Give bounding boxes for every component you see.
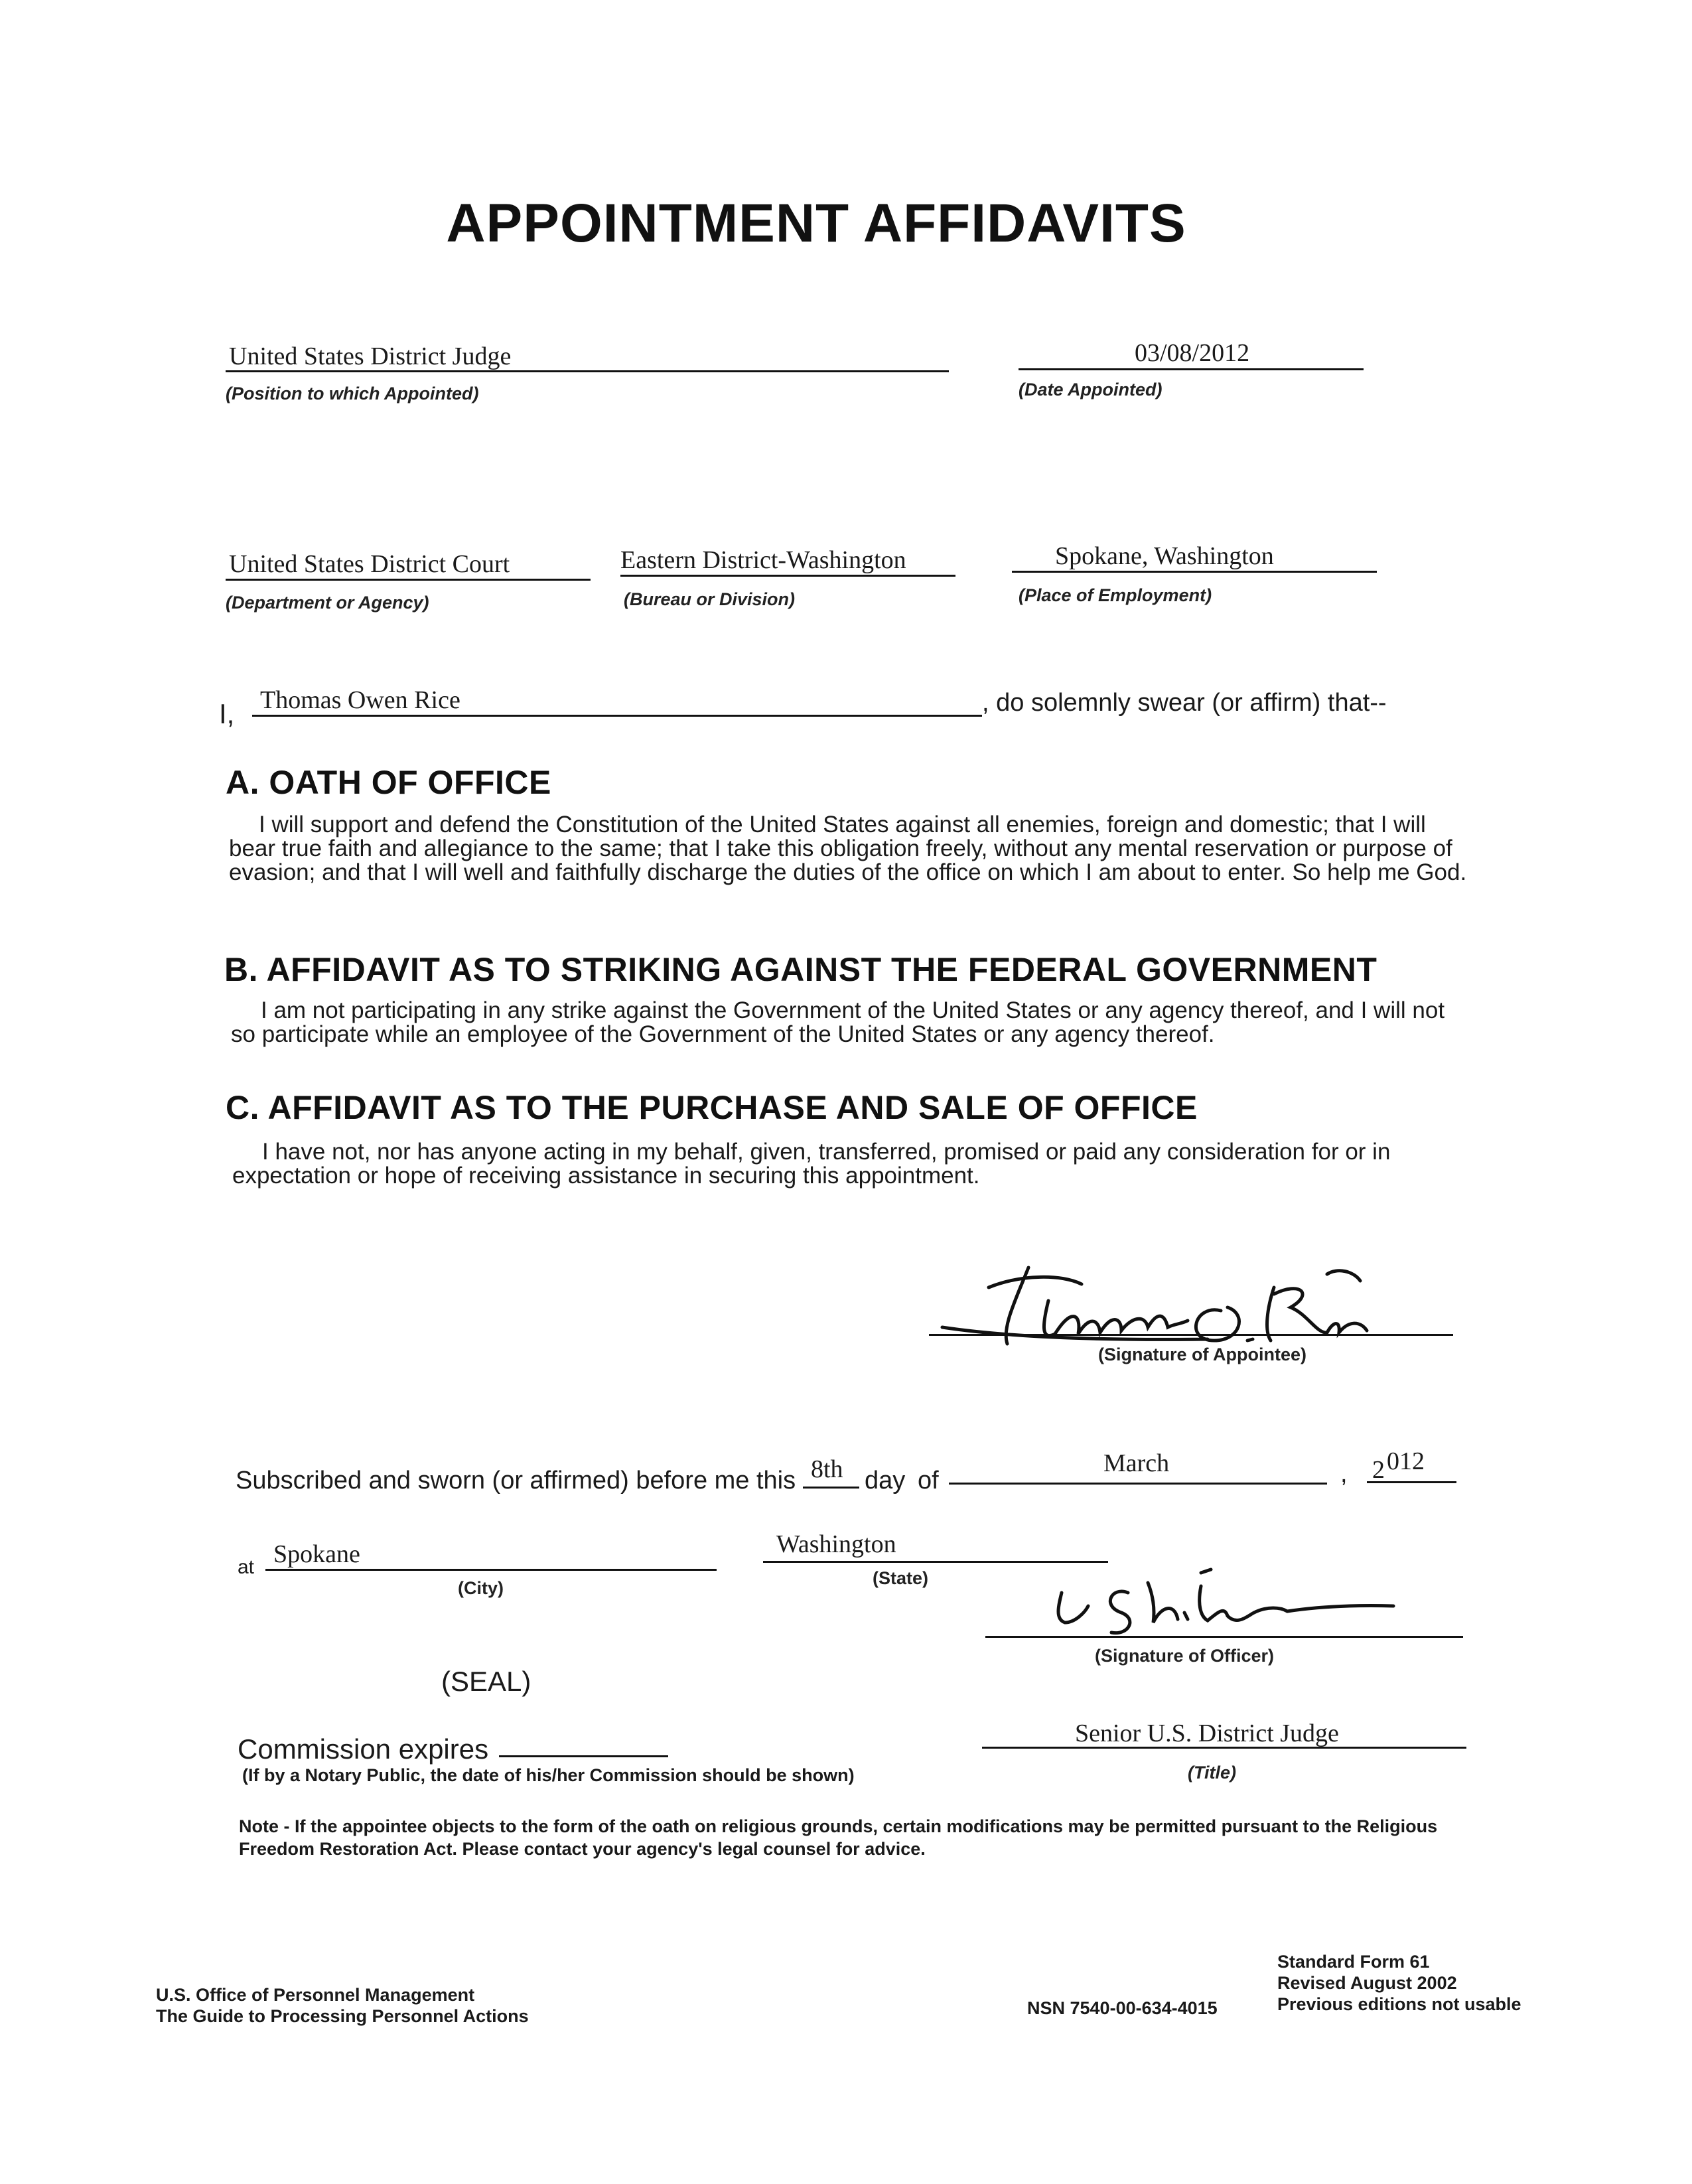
section-b-body: I am not participating in any strike against the Government of the United States or any agency thereof, and I will not so participate while an employee of the Government of the United States or any agency thereof. bbox=[231, 997, 1445, 1047]
officer-signature-image bbox=[1048, 1566, 1420, 1639]
department-value: United States District Court bbox=[229, 550, 510, 578]
sworn-day-label: day bbox=[865, 1467, 906, 1494]
commission-line bbox=[499, 1755, 668, 1757]
state-value: Washington bbox=[776, 1530, 896, 1558]
sworn-month-line bbox=[949, 1483, 1327, 1485]
religious-note: Note - If the appointee objects to the form of the oath on religious grounds, certain modifications may be permitted pursuant to the Religious Freedom Restoration Act. Please contact your agency's legal counsel for advice. bbox=[239, 1816, 1438, 1859]
oath-suffix: , do solemnly swear (or affirm) that-- bbox=[982, 689, 1387, 717]
position-value: United States District Judge bbox=[229, 342, 512, 370]
commission-note: (If by a Notary Public, the date of his/her Commission should be shown) bbox=[242, 1765, 855, 1785]
section-c-body: I have not, nor has anyone acting in my behalf, given, transferred, promised or paid any consideration for or in expectation or hope of receiving assistance in securing this appointment. bbox=[232, 1139, 1391, 1189]
city-caption: (City) bbox=[458, 1578, 504, 1598]
footer-nsn: NSN 7540-00-634-4015 bbox=[1027, 1998, 1218, 2018]
place-value: Spokane, Washington bbox=[1055, 542, 1274, 570]
place-line bbox=[1012, 571, 1377, 573]
state-caption: (State) bbox=[873, 1568, 929, 1588]
officer-title-caption: (Title) bbox=[1188, 1763, 1236, 1783]
sworn-month-value: March bbox=[1103, 1449, 1170, 1477]
footer-agency-line2: The Guide to Processing Personnel Actions bbox=[156, 2006, 529, 2026]
commission-label: Commission expires bbox=[238, 1733, 489, 1765]
section-c-heading: C. AFFIDAVIT AS TO THE PURCHASE AND SALE OF OFFICE bbox=[226, 1089, 1198, 1126]
position-line bbox=[226, 370, 949, 372]
sworn-comma: , bbox=[1340, 1460, 1348, 1488]
footer-form-editions: Previous editions not usable bbox=[1277, 1994, 1521, 2014]
footer-agency-line1: U.S. Office of Personnel Management bbox=[156, 1985, 475, 2005]
bureau-caption: (Bureau or Division) bbox=[624, 589, 796, 609]
appointee-signature-caption: (Signature of Appointee) bbox=[1098, 1345, 1306, 1364]
position-caption: (Position to which Appointed) bbox=[226, 384, 479, 403]
appointee-name-line bbox=[252, 715, 982, 717]
oath-prefix: I, bbox=[219, 698, 235, 729]
officer-title-value: Senior U.S. District Judge bbox=[1075, 1719, 1339, 1747]
officer-signature-line bbox=[985, 1636, 1463, 1638]
at-label: at bbox=[238, 1556, 255, 1578]
department-line bbox=[226, 579, 591, 581]
sworn-day-value: 8th bbox=[811, 1455, 843, 1483]
state-line bbox=[763, 1561, 1108, 1563]
date-appointed-line bbox=[1019, 368, 1364, 370]
footer-form-number: Standard Form 61 bbox=[1277, 1952, 1430, 1972]
officer-title-line bbox=[982, 1747, 1466, 1749]
date-appointed-caption: (Date Appointed) bbox=[1019, 380, 1163, 400]
officer-signature-caption: (Signature of Officer) bbox=[1095, 1646, 1275, 1666]
sworn-year-prefix: 2 bbox=[1372, 1456, 1385, 1484]
sworn-year-value: 012 bbox=[1387, 1447, 1425, 1475]
sworn-prefix: Subscribed and sworn (or affirmed) before me this bbox=[236, 1467, 796, 1494]
seal-label: (SEAL) bbox=[441, 1666, 531, 1697]
city-line bbox=[265, 1569, 717, 1571]
sworn-day-line bbox=[803, 1487, 859, 1489]
department-caption: (Department or Agency) bbox=[226, 593, 429, 613]
bureau-value: Eastern District-Washington bbox=[620, 546, 906, 574]
footer-form-revision: Revised August 2002 bbox=[1277, 1973, 1457, 1993]
section-a-body: I will support and defend the Constitution of the United States against all enemies, foreign and domestic; that I will bear true faith and allegiance to the same; that I take this obligation freely, without any mental reservation or purpose of evasion; and that I will well and faithfully discharge the duties of the office on which I am about to enter. So help me God. bbox=[229, 812, 1467, 885]
appointee-name: Thomas Owen Rice bbox=[260, 686, 460, 714]
city-value: Spokane bbox=[273, 1540, 360, 1568]
place-caption: (Place of Employment) bbox=[1019, 585, 1212, 605]
form-title: APPOINTMENT AFFIDAVITS bbox=[446, 193, 1186, 254]
bureau-line bbox=[620, 575, 955, 577]
date-appointed-value: 03/08/2012 bbox=[1135, 339, 1250, 367]
section-b-heading: B. AFFIDAVIT AS TO STRIKING AGAINST THE FEDERAL GOVERNMENT bbox=[224, 951, 1377, 988]
sworn-of-label: of bbox=[918, 1467, 939, 1494]
sworn-year-line bbox=[1367, 1481, 1456, 1483]
appointee-signature-line bbox=[929, 1334, 1453, 1336]
section-a-heading: A. OATH OF OFFICE bbox=[226, 764, 551, 801]
